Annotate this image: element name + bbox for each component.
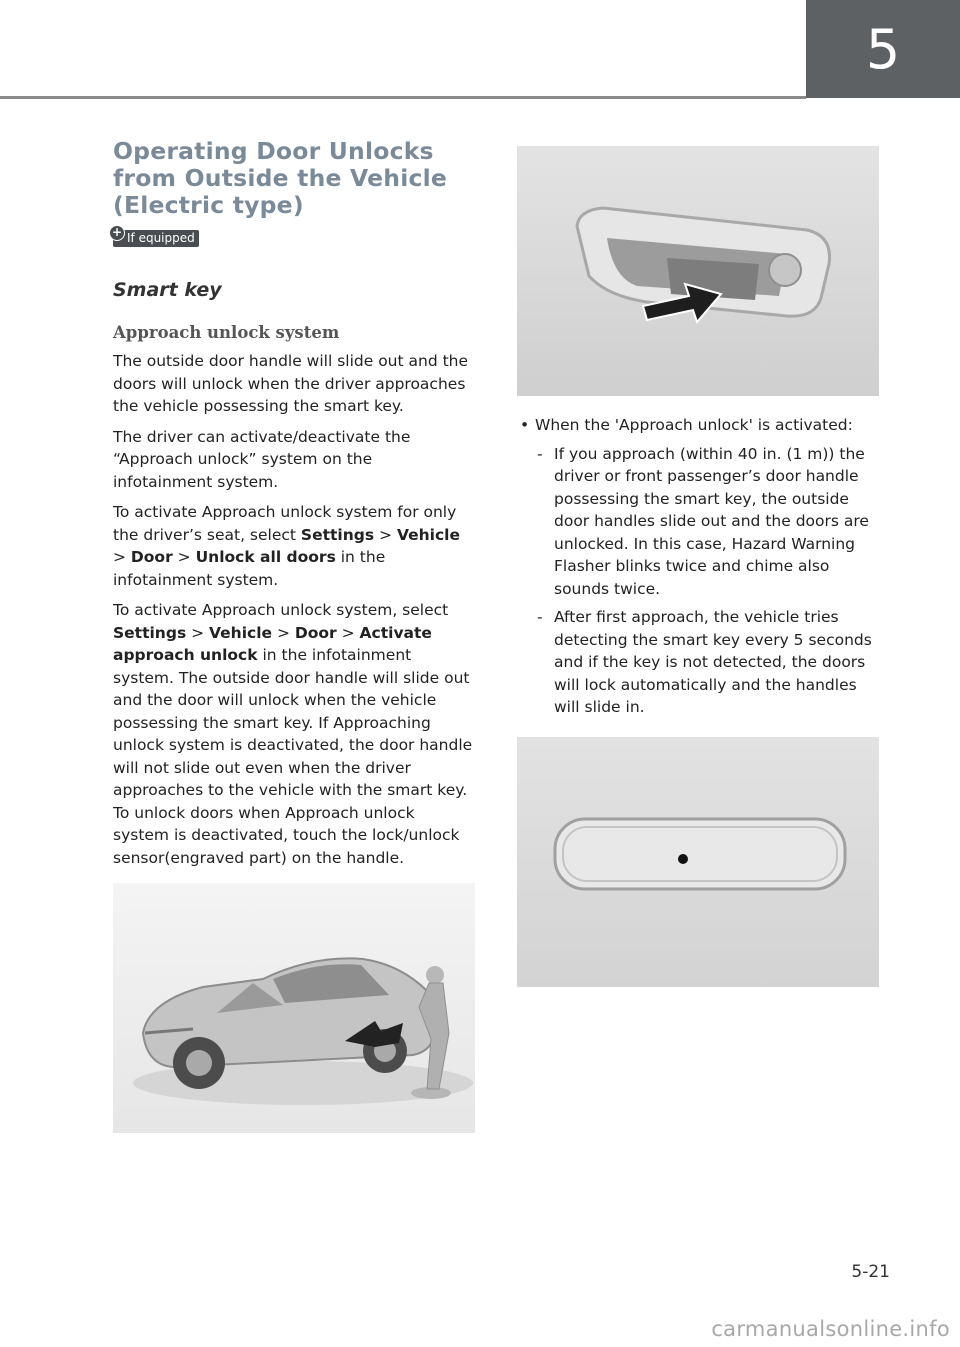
p3-sep1: > [374,525,397,544]
p4-activate: Activate approach unlock [113,623,432,664]
badge-row [111,224,475,249]
header-rule [0,96,806,99]
subsection-title: Smart key [113,279,222,301]
p3-sep2: > [113,548,131,566]
p4-settings: Settings [113,623,187,642]
paragraph-2: The driver can activate/deactivate the “Approach unlock” system on the infotainment system. [113,427,411,491]
p4-sep2: > [272,623,295,642]
p3-vehicle: Vehicle [396,525,460,544]
handle-extended-illustration [517,146,879,396]
dash-item [535,443,879,601]
car-approach-illustration [113,883,475,1133]
p4-intro: To activate Approach unlock system, select [113,601,449,619]
dash-text: If you approach (within 40 in. (1 m)) the driver or front passenger’s door handle possessing the smart key, the outside door handles slide out and the doors are unlocked. In this case, Hazard Warning Flasher blinks twice and chime also sounds twice. [554,444,869,598]
handle-flush-illustration [517,737,879,987]
badge-label: If equipped [127,231,195,245]
p3-settings: Settings [300,525,375,544]
handle-flush-svg [517,737,879,987]
car-approach-svg [113,883,475,1133]
approach-unlock-list [517,414,879,719]
feature-title: Approach unlock system [113,323,340,342]
p3-unlock-all: Unlock all doors [195,548,336,566]
plus-icon: + [109,225,125,241]
dash-item [535,606,879,719]
section-title: Operating Door Unlocks from Outside the Vehicle (Electric type) [113,137,447,219]
p4-sep3: > [336,623,360,642]
handle-extended-svg [517,146,879,396]
watermark: carmanualsonline.info [711,1317,950,1341]
p4-sep1: > [186,623,210,642]
dash-list [535,443,879,719]
p3-tail: in the infotainment system. [113,548,386,589]
dash-marker: - [537,608,543,626]
page-number: 5-21 [851,1262,890,1282]
p3-intro: To activate Approach unlock system for only the driver’s seat, select [113,503,457,544]
paragraph-3 [113,501,475,591]
paragraph-1: The outside door handle will slide out and the doors will unlock when the driver approaches the vehicle possessing the smart key. [113,352,469,415]
dash-text: After first approach, the vehicle tries detecting the smart key every 5 seconds and if the key is not detected, the doors will lock automatically and the handles will slide in. [554,608,872,716]
right-column [517,146,879,987]
chapter-number: 5 [865,17,901,81]
bullet-marker: • [520,416,530,434]
bullet-item [517,414,879,719]
left-column [113,138,475,1133]
if-equipped-badge [111,224,199,247]
dash-marker: - [537,444,543,463]
p3-door: Door [130,548,173,566]
p4-vehicle: Vehicle [209,623,273,642]
chapter-tab [806,0,960,98]
p4-door: Door [294,623,337,642]
p3-sep3: > [172,548,196,566]
paragraph-4 [113,599,475,869]
bullet-text: When the 'Approach unlock' is activated: [535,416,853,434]
p4-tail: in the infotainment system. The outside door handle will slide out and the door will unlock when the vehicle possessing the smart key. If Approaching unlock system is deactivated, the door handle will not slide out even when the driver approaches to the vehicle with the smart key. To unlock doors when Approach unlock system is deactivated, touch the lock/unlock sensor(engraved part) on the handle. [113,646,473,867]
